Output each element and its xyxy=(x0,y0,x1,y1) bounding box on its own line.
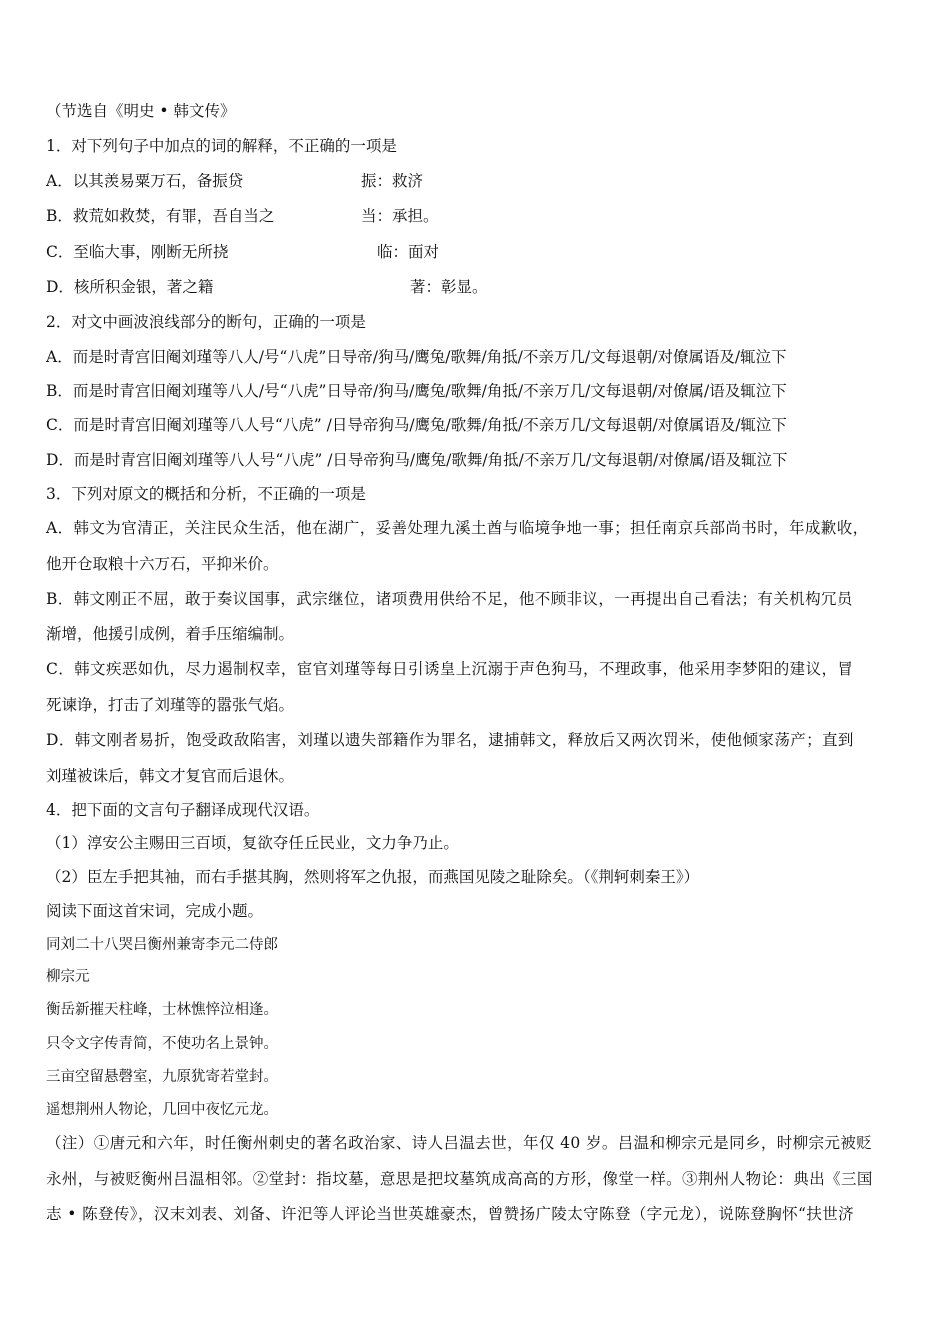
poem-intro: 阅读下面这首宋词，完成小题。 xyxy=(46,902,264,920)
q3-option-a-line-1: A．韩文为官清正，关注民众生活，他在湖广，妥善处理九溪土酋与临境争地一事；担任南京兵部尚书时，年成歉收， xyxy=(46,519,869,537)
poem-notes-line-2: 永州，与被贬衡州吕温相邻。②堂封：指坟墓，意思是把坟墓筑成高高的方形，像堂一样。③荆州人物论：典出《三国 xyxy=(46,1170,873,1188)
question-4-stem: 4．把下面的文言句子翻译成现代汉语。 xyxy=(46,801,320,819)
q1-option-d-gloss: 著：彰显。 xyxy=(410,278,488,296)
q1-option-c-gloss: 临：面对 xyxy=(377,243,440,261)
q1-option-b-gloss: 当：承担。 xyxy=(361,207,439,225)
q3-option-b-line-2: 渐增，他援引成例，着手压缩编制。 xyxy=(46,625,295,643)
question-3-stem: 3．下列对原文的概括和分析，不正确的一项是 xyxy=(46,485,366,503)
q4-item-2: （2）臣左手把其袖，而右手揕其胸，然则将军之仇报，而燕国见陵之耻除矣。（《荆轲刺秦王》） xyxy=(46,868,700,886)
q3-option-a-line-2: 他开仓取粮十六万石，平抑米价。 xyxy=(46,555,279,573)
poem-line: 遥想荆州人物论，几回中夜忆元龙。 xyxy=(46,1102,278,1118)
q3-option-b-line-1: B．韩文刚正不屈，敢于奏议国事，武宗继位，诸项费用供给不足，他不顾非议，一再提出自己看法；有关机构冗员 xyxy=(46,590,853,608)
question-2-stem: 2．对文中画波浪线部分的断句，正确的一项是 xyxy=(46,313,366,331)
poem-notes-line-1: （注）①唐元和六年，时任衡州刺史的著名政治家、诗人吕温去世，年仅 40 岁。吕温和柳宗元是同乡，时柳宗元被贬 xyxy=(46,1134,873,1152)
poem-line: 衡岳新摧天柱峰，士林憔悴泣相逢。 xyxy=(46,1002,278,1018)
source-note: （节选自《明史 • 韩文传》 xyxy=(46,102,236,120)
q3-option-c-line-2: 死谏诤，打击了刘瑾等的嚣张气焰。 xyxy=(46,696,295,714)
q2-option-b: B．而是时青宫旧阉刘瑾等八人/号“八虎”日导帝/狗马/鹰兔/歌舞/角抵/不亲万几/文每退朝/对僚属/语及辄泣下 xyxy=(46,382,787,400)
q2-option-a: A．而是时青宫旧阉刘瑾等八人/号“八虎”日导帝/狗马/鹰兔/歌舞/角抵/不亲万几/文每退朝/对僚属语及/辄泣下 xyxy=(46,348,787,366)
q1-option-c: C．至临大事，刚断无所挠 xyxy=(46,243,229,261)
poem-author: 柳宗元 xyxy=(46,969,90,985)
q3-option-d-line-1: D．韩文刚者易折，饱受政敌陷害，刘瑾以遗失部籍作为罪名，逮捕韩文，释放后又两次罚米，使他倾家荡产；直到 xyxy=(46,731,854,749)
q2-option-d: D．而是时青宫旧阉刘瑾等八人号“八虎” /日导帝狗马/鹰兔/歌舞/角抵/不亲万几/文每退朝/对僚属/语及辄泣下 xyxy=(46,451,788,469)
poem-line: 三亩空留悬磬室，九原犹寄若堂封。 xyxy=(46,1069,278,1085)
poem-line: 只令文字传青简，不使功名上景钟。 xyxy=(46,1036,278,1052)
poem-title: 同刘二十八哭吕衡州兼寄李元二侍郎 xyxy=(46,937,278,953)
q2-option-c: C．而是时青宫旧阉刘瑾等八人号“八虎” /日导帝狗马/鹰兔/歌舞/角抵/不亲万几/文每退朝/对僚属语及/辄泣下 xyxy=(46,416,787,434)
q1-option-b: B．救荒如救焚，有罪，吾自当之 xyxy=(46,207,275,225)
question-1-stem: 1．对下列句子中加点的词的解释，不正确的一项是 xyxy=(46,137,397,155)
q1-option-d: D．核所积金银，著之籍 xyxy=(46,278,214,296)
poem-notes-line-3: 志 • 陈登传》，汉末刘表、刘备、许汜等人评论当世英雄豪杰，曾赞扬广陵太守陈登（字元龙），说陈登胸怀“扶世济 xyxy=(46,1205,855,1223)
q3-option-d-line-2: 刘瑾被诛后，韩文才复官而后退休。 xyxy=(46,767,295,785)
q1-option-a-gloss: 振：救济 xyxy=(361,172,424,190)
q1-option-a: A．以其羡易粟万石，备振贷 xyxy=(46,172,244,190)
q3-option-c-line-1: C．韩文疾恶如仇，尽力遏制权幸，宦官刘瑾等每日引诱皇上沉溺于声色狗马，不理政事，他采用李梦阳的建议，冒 xyxy=(46,660,854,678)
q4-item-1: （1）淳安公主赐田三百顷，复欲夺任丘民业，文力争乃止。 xyxy=(46,834,459,852)
